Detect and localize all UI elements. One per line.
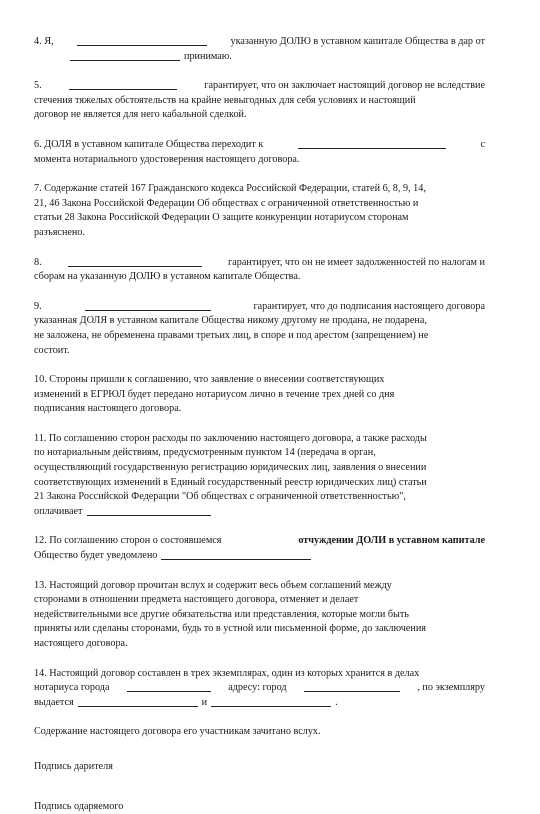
closing-statement: Содержание настоящего договора его участникам зачитано вслух. [34,726,321,738]
clause-12-end: Общество будет уведомлено [34,550,158,562]
clause-9-start: 9. [34,300,42,312]
clause-13-line-4: приняты или сделаны сторонами, будь то в устной или письменной форме, до заключения [34,623,426,635]
clause-14-copy-label: , по экземпляру [417,682,485,694]
blank-field[interactable] [127,681,211,692]
clause-5-line-3: договор не является для него кабальной сделкой. [34,109,247,121]
blank-field[interactable] [87,505,211,516]
blank-field[interactable] [70,50,180,61]
blank-field[interactable] [304,681,400,692]
clause-9-line-3: не заложена, не обременена правами третьих лиц, в споре и под арестом (запрещением) не [34,329,429,341]
clause-11-line-2: по нотариальным действиям, предусмотренным пунктом 14 (передача в орган, [34,447,376,459]
clause-8-line-2: сборам на указанную ДОЛЮ в уставном капитале Общества. [34,271,301,283]
clause-10-line-3: подписания настоящего договора. [34,403,182,415]
clause-10-line-2: изменений в ЕГРЮЛ будет передано нотариусом лично в течение трех дней со дня [34,388,395,400]
clause-14-and: и [201,696,208,708]
clause-5-text: гарантирует, что он заключает настоящий договор не вследствие [204,80,485,92]
clause-13-line-5: настоящего договора. [34,638,128,649]
clause-11 [34,432,485,520]
clause-10-line-1: 10. Стороны пришли к соглашению, что заявление о внесении соответствующих [34,374,385,386]
clause-14 [34,667,485,711]
clause-13-line-1: 13. Настоящий договор прочитан вслух и содержит весь объем соглашений между [34,579,392,591]
clause-5 [34,79,485,123]
clause-11-line-5: 21 Закона Российской Федерации "Об обществах с ограниченной ответственностью", [34,491,406,503]
clause-9-text: гарантирует, что до подписания настоящего договора [253,300,485,312]
clause-6 [34,138,485,167]
clause-9 [34,300,485,358]
clause-11-end: оплачивает [34,505,83,517]
clause-7-line-4: разъяснено. [34,226,86,238]
clause-9-line-2: указанная ДОЛЯ в уставном капитале Общества никому другому не продана, не подарена, [34,315,427,327]
clause-8 [34,256,485,285]
clause-6-start: 6. ДОЛЯ в уставном капитале Общества переходит к [34,138,264,150]
blank-field[interactable] [161,549,311,560]
blank-field[interactable] [85,300,211,311]
clause-13-line-2: сторонами в отношении предмета настоящего договора, отменяет и делает [34,594,359,606]
clause-7-line-1: 7. Содержание статей 167 Гражданского кодекса Российской Федерации, статей 6, 8, 9, 14, [34,183,426,195]
clause-8-start: 8. [34,256,42,268]
blank-field[interactable] [211,696,331,707]
blank-field[interactable] [69,79,177,90]
clause-14-issued-label: выдается [34,696,74,708]
clause-5-line-2: стечения тяжелых обстоятельств на крайне невыгодных для себя условиях и настоящий [34,94,416,106]
clause-10 [34,373,485,417]
clause-14-line-1: 14. Настоящий договор составлен в трех экземплярах, один из которых хранится в делах [34,667,420,679]
signature-donor: Подпись дарителя [34,760,113,772]
clause-7 [34,182,485,240]
clause-7-line-3: статьи 28 Закона Российской Федерации О защите конкуренции нотариусом сторонам [34,212,409,224]
blank-field[interactable] [298,138,446,149]
blank-field[interactable] [77,35,207,46]
clause-13-line-3: недействительными все другие обязательства или представления, которые могли быть [34,608,409,620]
clause-14-address-label: адресу: город [228,682,287,694]
clause-6-text: с [480,138,485,150]
clause-4 [34,35,485,64]
clause-11-line-1: 11. По соглашению сторон расходы по заключению настоящего договора, а также расходы [34,432,427,444]
clause-11-line-4: соответствующих изменений в Единый государственный реестр юридических лиц) статьи [34,476,427,488]
signature-donee: Подпись одаряемого [34,800,124,812]
clause-7-line-2: 21, 46 Закона Российской Федерации Об обществах с ограниченной ответственностью и [34,197,419,209]
clause-12-start: 12. По соглашению сторон о состоявшемся [34,535,222,547]
clause-8-text: гарантирует, что он не имеет задолженностей по налогам и [228,256,485,268]
clause-12 [34,534,485,563]
clause-14-end: . [335,696,338,708]
clause-4-start: 4. Я, [34,36,54,47]
blank-field[interactable] [68,256,202,267]
clause-4-end: принимаю. [184,50,232,62]
clause-13 [34,579,485,652]
clause-11-line-3: осуществляющий государственную регистрацию юридических лиц, заявления о внесении [34,462,427,474]
clause-12-bold: отчуждении ДОЛИ в уставном капитале [298,535,485,547]
clause-4-text: указанную ДОЛЮ в уставном капитале Общества в дар от [230,36,485,47]
clause-9-line-4: состоит. [34,344,70,356]
clause-14-city-label: нотариуса города [34,682,110,694]
clause-5-start: 5. [34,80,42,92]
blank-field[interactable] [78,696,198,707]
clause-6-line-2: момента нотариального удостоверения настоящего договора. [34,153,300,165]
